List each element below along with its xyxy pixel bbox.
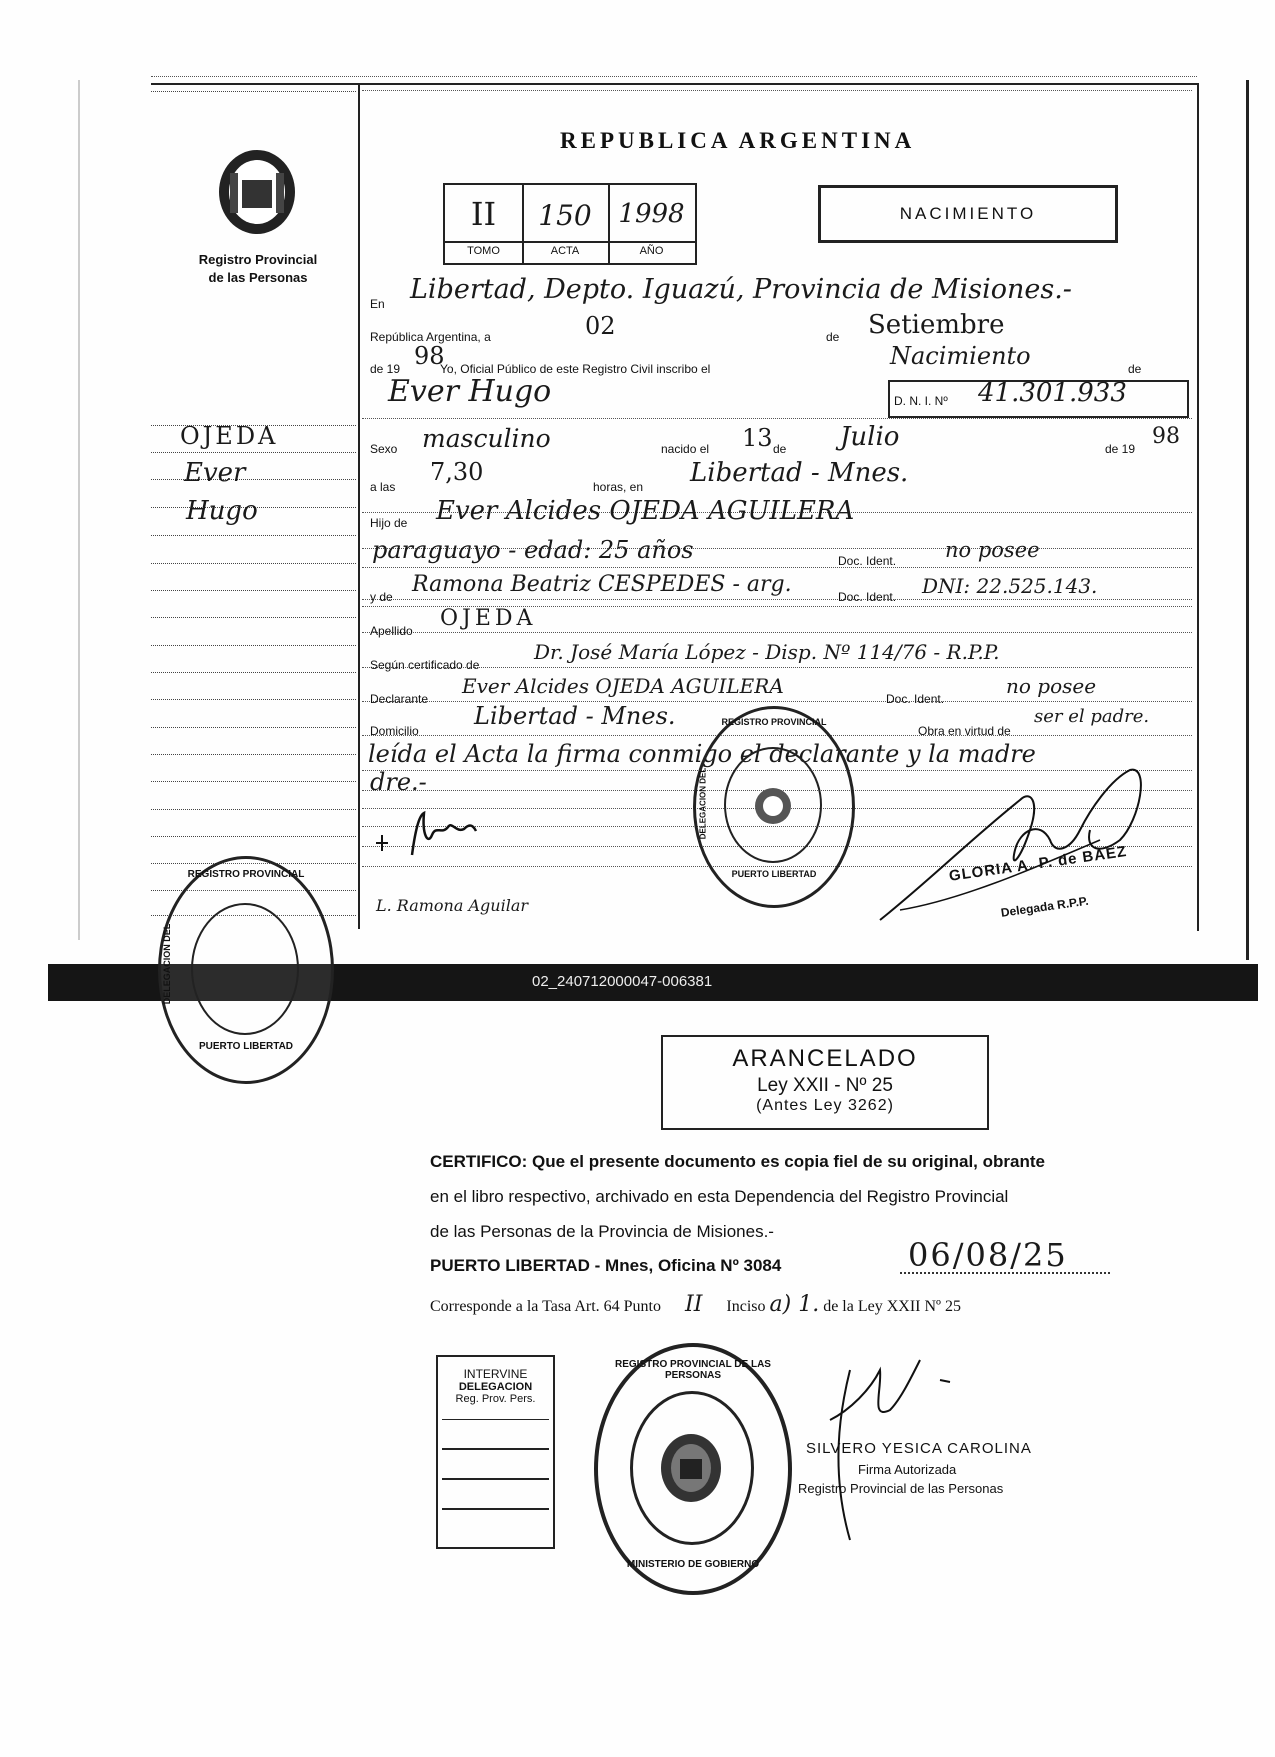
fee-stamp: [661, 1035, 989, 1130]
seal2-bottom-text: PUERTO LIBERTAD: [198, 1041, 294, 1052]
margin-line: [151, 780, 356, 782]
tomo-value: II: [470, 195, 497, 233]
mother-value: Ramona Beatriz CESPEDES - arg.: [412, 572, 792, 597]
margin-line: [151, 753, 356, 755]
de-label-2: de: [1128, 362, 1142, 376]
margin-line: [151, 90, 356, 92]
interviene-stamp: [436, 1355, 555, 1549]
left-edge-mark: [78, 80, 80, 940]
delegation-seal-left: [158, 856, 334, 1084]
act-type-box: [818, 185, 1118, 243]
registry-name-1: Registro Provincial: [198, 252, 318, 267]
cert-date: 06/08/25: [908, 1236, 1068, 1274]
doc-ident-label: Doc. Ident.: [838, 554, 897, 568]
margin-line: [151, 808, 356, 810]
cert-line-5: [430, 1292, 961, 1317]
year-suffix-value: 98: [414, 342, 445, 370]
interviene-line2: DELEGACION: [458, 1381, 533, 1393]
declarante-doc-value: no posee: [1006, 674, 1097, 698]
cert-line-1: [430, 1152, 1045, 1172]
seal2-top-text: REGISTRO PROVINCIAL: [187, 869, 305, 880]
cert-inciso-label: Inciso: [726, 1298, 766, 1315]
seal1-crest-icon: [748, 781, 798, 831]
margin-surname: OJEDA: [180, 422, 279, 450]
ministry-seal: [594, 1343, 792, 1595]
seal1-bottom-text: PUERTO LIBERTAD: [731, 869, 817, 879]
apellido-label: Apellido: [370, 624, 413, 638]
acta-value: 150: [538, 199, 592, 232]
obra-value: ser el padre.: [1034, 706, 1150, 727]
mother-doc-value: DNI: 22.525.143.: [922, 574, 1098, 598]
de-label: de: [826, 330, 840, 344]
ano-label: AÑO: [639, 245, 664, 257]
y-de-label: y de: [370, 590, 393, 604]
declarant-signature: [372, 805, 522, 865]
nacido-label: nacido el: [661, 442, 710, 456]
place-value: Libertad, Depto. Iguazú, Provincia de Misiones.-: [410, 274, 1072, 305]
cert-inciso: a) 1.: [769, 1292, 820, 1317]
seal3-bottom-text: MINISTERIO DE GOBIERNO: [626, 1559, 760, 1570]
signatory-name: L. Ramona Aguilar: [376, 896, 529, 915]
sexo-label: Sexo: [370, 442, 398, 456]
year-prefix-label: de 19: [370, 362, 401, 376]
margin-line: [151, 726, 356, 728]
delegation-seal-act: [693, 706, 855, 908]
fee-stamp-line3: (Antes Ley 3262): [756, 1097, 894, 1114]
margin-line: [151, 534, 356, 536]
margin-line: [151, 478, 356, 480]
form-line: [362, 567, 1192, 568]
declarante-doc-label: Doc. Ident.: [886, 692, 945, 706]
cert-line-5-prefix: Corresponde a la Tasa Art. 64 Punto: [430, 1298, 661, 1315]
authorized-name: SILVERO YESICA CAROLINA: [806, 1440, 1032, 1457]
cert-line-4-place: PUERTO LIBERTAD - Mnes, Oficina Nº 3084: [430, 1256, 782, 1275]
month-value: Setiembre: [868, 310, 1005, 340]
declarante-label: Declarante: [370, 692, 429, 706]
child-name-value: Ever Hugo: [388, 374, 552, 409]
cert-punto: II: [685, 1292, 703, 1317]
authorized-title: Firma Autorizada: [858, 1462, 957, 1477]
margin-line: [151, 698, 356, 700]
form-line: [362, 599, 1192, 600]
father-value: Ever Alcides OJEDA AGUILERA: [436, 496, 855, 526]
a-las-label: a las: [370, 480, 396, 494]
country-title: REPUBLICA ARGENTINA: [560, 128, 916, 153]
fee-stamp-line1: ARANCELADO: [732, 1045, 918, 1072]
registry-name-2: de las Personas: [208, 270, 308, 285]
birth-year-suffix-value: 98: [1152, 424, 1180, 449]
margin-line: [151, 562, 356, 564]
scan-edge-right: [1246, 80, 1249, 960]
registry-crest-icon: [212, 145, 302, 240]
de-label-3: de: [773, 442, 787, 456]
sexo-value: masculino: [422, 424, 551, 453]
birth-month-value: Julio: [840, 422, 900, 452]
cert-line-3: de las Personas de la Provincia de Misiones.-: [430, 1222, 774, 1241]
margin-line: [151, 616, 356, 618]
cert-date-dots: [900, 1272, 1110, 1274]
obra-label: Obra en virtud de: [918, 724, 1011, 738]
declarante-value: Ever Alcides OJEDA AGUILERA: [462, 674, 784, 698]
seal2-side-text: DELEGACION DEL: [162, 923, 172, 1005]
seal3-top-text: REGISTRO PROVINCIAL DE LAS PERSONAS: [615, 1359, 771, 1381]
cert-certifico: CERTIFICO:: [430, 1152, 528, 1171]
form-line: [362, 667, 1192, 668]
margin-line: [151, 589, 356, 591]
act-type-label: NACIMIENTO: [899, 204, 1037, 223]
margin-line: [151, 835, 356, 837]
acta-label: ACTA: [550, 245, 580, 257]
officer-name: GLORIA A. P. de BAEZ: [948, 843, 1129, 885]
ano-value: 1998: [618, 199, 685, 229]
fee-stamp-line2: Ley XXII - Nº 25: [757, 1075, 893, 1096]
margin-divider: [358, 85, 360, 929]
seal1-side-text: DELEGACION DEL: [698, 767, 708, 840]
dni-label: D. N. I. Nº: [894, 394, 948, 408]
tomo-label: TOMO: [467, 245, 500, 257]
hijo-label: Hijo de: [370, 516, 408, 530]
scan-code: 02_240712000047-006381: [532, 973, 713, 990]
cert-line-1-text: Que el presente documento es copia fiel de su original, obrante: [532, 1152, 1045, 1171]
birth-day-value: 13: [742, 424, 773, 452]
form-line: [362, 632, 1192, 633]
officer-title: Delegada R.P.P.: [1000, 893, 1090, 920]
margin-line: [151, 671, 356, 673]
republica-label: República Argentina, a: [370, 330, 491, 344]
top-torn-line: [151, 76, 1197, 79]
doc-ident-label-2: Doc. Ident.: [838, 590, 897, 604]
margin-name-2: Hugo: [186, 496, 258, 526]
inscribe-type-value: Nacimiento: [890, 342, 1031, 370]
seal1-top-text: REGISTRO PROVINCIAL: [721, 717, 827, 727]
father-detail-value: paraguayo - edad: 25 años: [372, 536, 694, 564]
father-doc-value: no posee: [945, 538, 1040, 562]
margin-line: [151, 644, 356, 646]
form-line: [362, 418, 1192, 419]
birth-time-value: 7,30: [430, 458, 484, 486]
certificate-value: Dr. José María López - Disp. Nº 114/76 - R.P.P.: [534, 640, 1000, 664]
seal3-crest-icon: [656, 1431, 726, 1505]
apellido-value: OJEDA: [440, 606, 537, 631]
oficial-label: Yo, Oficial Público de este Registro Civil inscribo el: [440, 362, 711, 376]
en-label: En: [370, 297, 385, 311]
horas-label: horas, en: [593, 480, 644, 494]
cert-line-2: en el libro respectivo, archivado en esta Dependencia del Registro Provincial: [430, 1187, 1009, 1206]
margin-name-1: Ever: [184, 458, 246, 488]
form-line: [362, 90, 1192, 91]
domicilio-label: Domicilio: [370, 724, 419, 738]
reading-line-1: leída el Acta la firma conmigo el declarante y la madre: [368, 740, 1036, 768]
margin-line: [151, 451, 356, 453]
reading-line-2: dre.-: [370, 768, 427, 796]
record-box: [443, 183, 697, 265]
cert-line-5-suffix: de la Ley XXII Nº 25: [823, 1298, 961, 1315]
authorized-org: Registro Provincial de las Personas: [798, 1481, 1004, 1496]
interviene-line3: Reg. Prov. Pers.: [455, 1393, 536, 1405]
dni-value: 41.301.933: [978, 378, 1127, 408]
day-value: 02: [585, 312, 616, 340]
de-19-label: de 19: [1105, 442, 1136, 456]
domicilio-value: Libertad - Mnes.: [474, 702, 676, 730]
interviene-line1: INTERVINE: [463, 1367, 528, 1381]
birth-place-value: Libertad - Mnes.: [690, 458, 909, 488]
segun-label: Según certificado de: [370, 658, 480, 672]
